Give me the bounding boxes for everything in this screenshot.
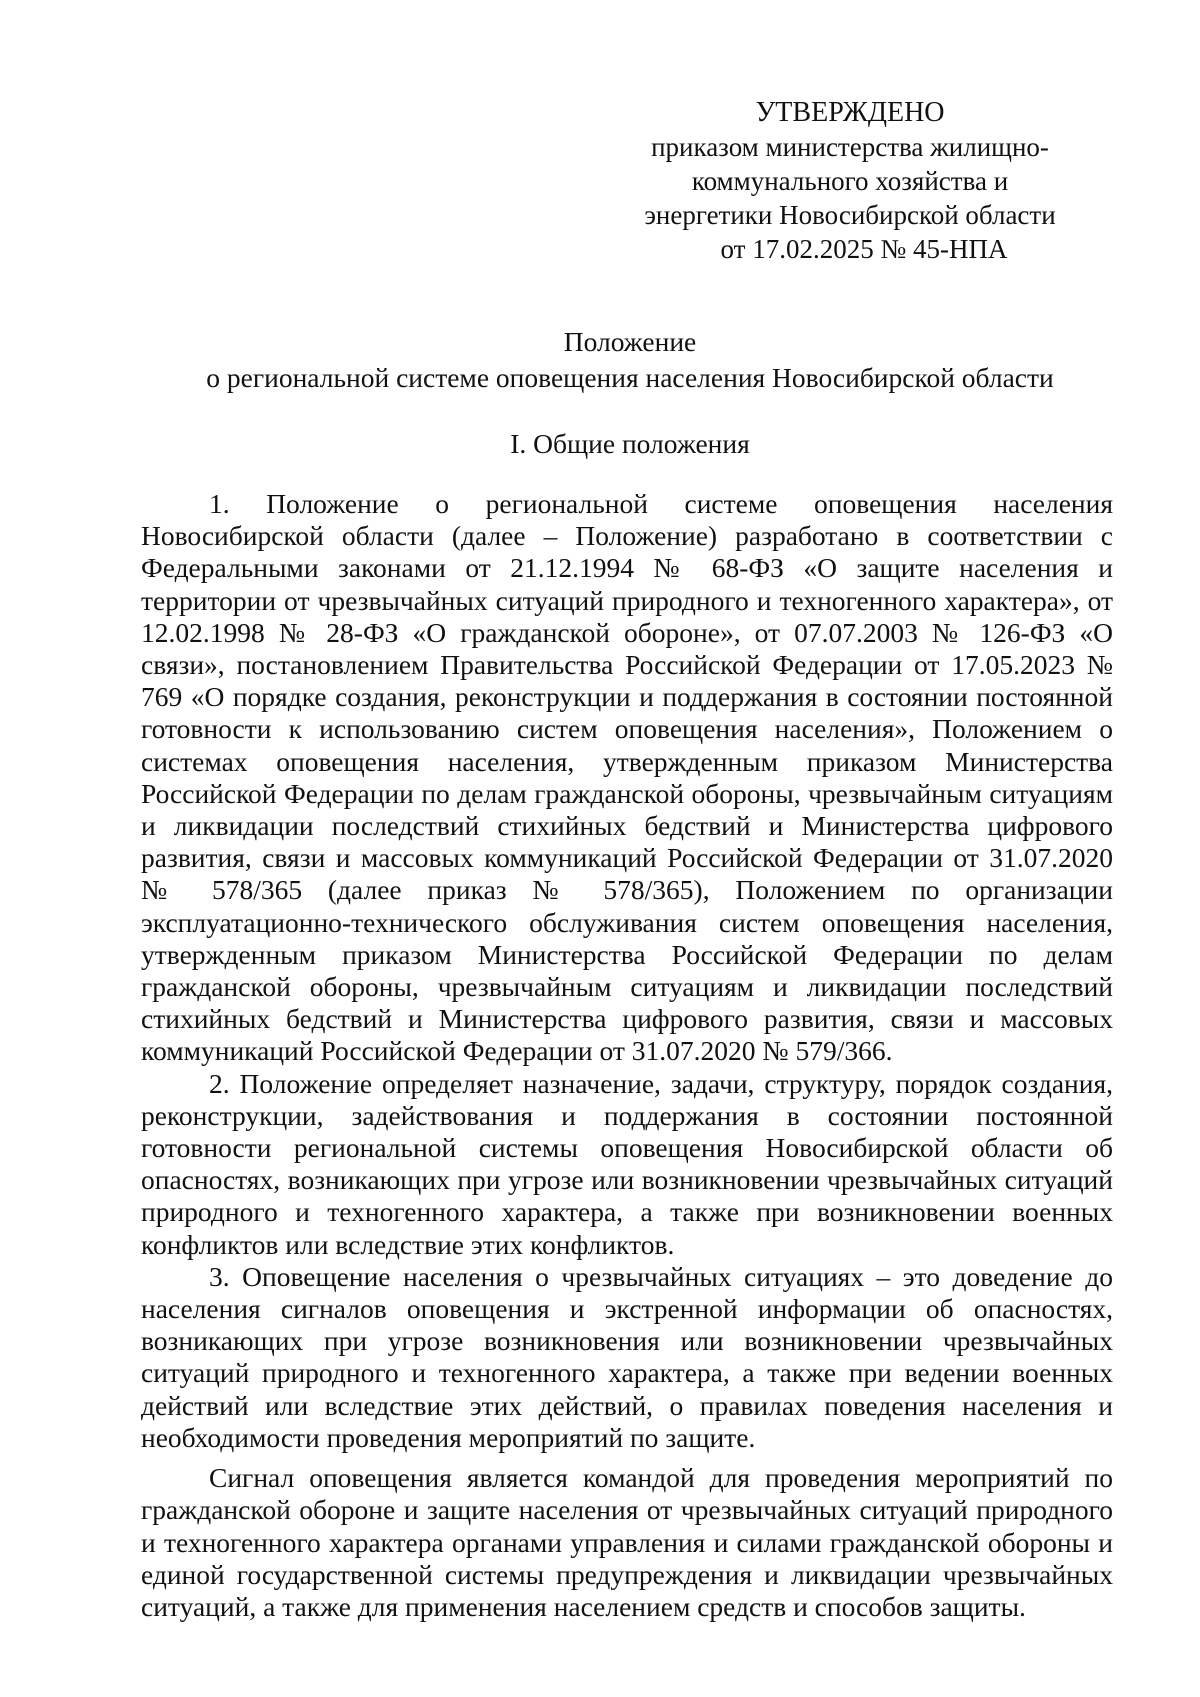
section-heading: I. Общие положения	[510, 428, 750, 459]
approval-heading: УТВЕРЖДЕНО	[755, 97, 945, 128]
approval-line: приказом министерства жилищно-	[651, 132, 1049, 162]
document-title	[140, 324, 1120, 396]
approval-line: коммунального хозяйства и	[691, 166, 1009, 196]
document-body	[141, 488, 1113, 1623]
approval-stamp	[600, 96, 1100, 266]
paragraph-3: 3. Оповещение населения о чрезвычайных ситуациях – это доведение до населения сигналов оповещения и экстренной информации об опасностях, возникающих при угрозе возникновения или возникновении чрезвычайных ситуаций природного и техногенного характера, а также при ведении военных действий или вследствие этих действий, о правилах поведения населения и необходимости проведения мероприятий по защите.	[141, 1260, 1113, 1453]
paragraph-4: Сигнал оповещения является командой для проведения мероприятий по гражданской обороне и защите населения от чрезвычайных ситуаций природного и техногенного характера органами управления и силами гражданской обороны и единой государственной системы предупреждения и ликвидации чрезвычайных ситуаций, а также для применения населением средств и способов защиты.	[141, 1462, 1113, 1622]
title-line-1: Положение	[563, 326, 697, 357]
approval-order-number: от 17.02.2025 № 45-НПА	[720, 234, 1008, 264]
paragraph-1: 1. Положение о региональной системе оповещения населения Новосибирской области (далее – Положение) разработано в соответствии с Федеральными законами от 21.12.1994 № 68-ФЗ «О защите населения и территории от чрезвычайных ситуаций природного и техногенного характера», от 12.02.1998 № 28-ФЗ «О гражданской обороне», от 07.07.2003 № 126-ФЗ «О связи», постановлением Правительства Российской Федерации от 17.05.2023 № 769 «О порядке создания, реконструкции и поддержания в состоянии постоянной готовности к использованию систем оповещения населения», Положением о системах оповещения населения, утвержденным приказом Министерства Российской Федерации по делам гражданской обороны, чрезвычайным ситуациям и ликвидации последствий стихийных бедствий и Министерства цифрового развития, связи и массовых коммуникаций Российской Федерации от 31.07.2020 № 578/365 (далее приказ № 578/365), Положением по организации эксплуатационно-технического обслуживания систем оповещения населения, утвержденным приказом Министерства Российской Федерации по делам гражданской обороны, чрезвычайным ситуациям и ликвидации последствий стихийных бедствий и Министерства цифрового развития, связи и массовых коммуникаций Российской Федерации от 31.07.2020 № 579/366.	[141, 488, 1113, 1067]
paragraph-2: 2. Положение определяет назначение, задачи, структуру, порядок создания, реконструкции, задействования и поддержания в состоянии постоянной готовности региональной системы оповещения Новосибирской области об опасностях, возникающих при угрозе или возникновении чрезвычайных ситуаций природного и техногенного характера, а также при возникновении военных конфликтов или вследствие этих конфликтов.	[141, 1067, 1113, 1260]
title-line-2: о региональной системе оповещения населения Новосибирской области	[206, 362, 1054, 393]
approval-line: энергетики Новосибирской области	[644, 200, 1056, 230]
